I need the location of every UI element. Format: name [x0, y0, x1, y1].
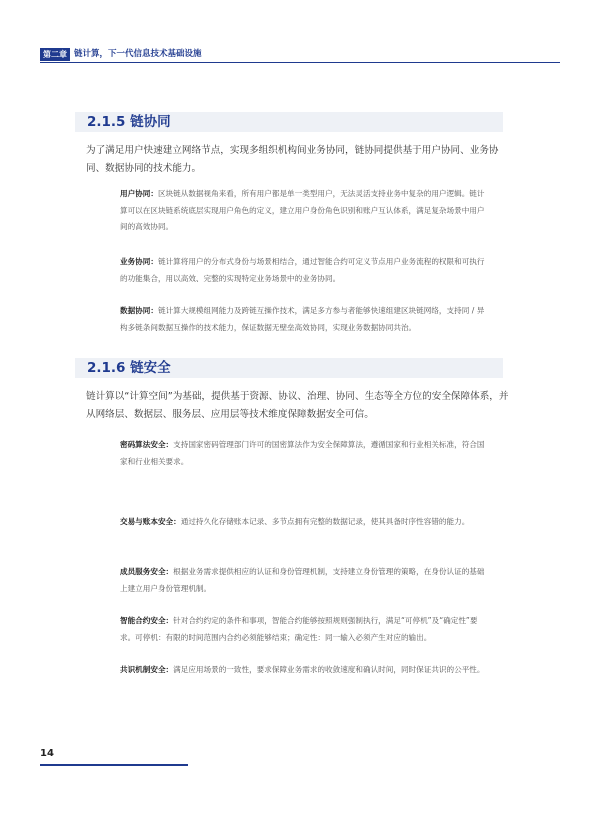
item-term: 业务协同：: [120, 257, 158, 266]
list-item: [120, 254, 490, 287]
item-text: 满足应用场景的一致性，要求保障业务需求的收敛速度和确认时间，同时保证共识的公平性。: [173, 665, 485, 674]
chapter-title: 链计算，下一代信息技术基础设施: [74, 49, 202, 59]
section-heading-text: 2.1.6 链安全: [87, 360, 171, 376]
list-item: [120, 437, 490, 470]
item-text: 区块链从数据视角来看，所有用户都是单一类型用户，无法灵活支持业务中复杂的用户逻辑。链计算可以在区块链系统底层实现用户角色的定义，建立用户身份角色识别和账户互认体系，满足复杂场景中用户间的高效协同。: [120, 189, 485, 231]
item-term: 密码算法安全：: [120, 440, 174, 449]
item-text: 支持国家密码管理部门许可的国密算法作为安全保障算法，遵循国家和行业相关标准，符合国家和行业相关要求。: [120, 440, 485, 466]
item-term: 共识机制安全：: [120, 665, 174, 674]
item-text: 链计算将用户的分布式身份与场景相结合，通过智能合约可定义节点用户业务流程的权限和可执行的功能集合，用以高效、完整的实现特定业务场景中的业务协同。: [120, 257, 485, 283]
list-item: [120, 662, 490, 679]
section-heading-2-1-6: [75, 358, 503, 378]
item-term: 成员服务安全：: [120, 567, 174, 576]
list-item: [120, 613, 490, 646]
section-heading-text: 2.1.5 链协同: [87, 114, 171, 130]
item-term: 用户协同：: [120, 189, 158, 198]
footer-rule: [40, 764, 188, 766]
item-term: 数据协同：: [120, 306, 158, 315]
list-item: [120, 186, 490, 236]
page-header: [40, 48, 560, 63]
item-text: 根据业务需求提供相应的认证和身份管理机制，支持建立身份管理的策略，在身份认证的基础上建立用户身份管理机制。: [120, 567, 485, 593]
section-heading-2-1-5: [75, 112, 503, 132]
chapter-tag: 第二章: [40, 48, 70, 61]
item-term: 智能合约安全：: [120, 616, 174, 625]
list-item: [120, 303, 490, 336]
section-intro: 链计算以“计算空间”为基础，提供基于资源、协议、治理、协同、生态等全方位的安全保障体系，并从网络层、数据层、服务层、应用层等技术维度保障数据安全可信。: [86, 391, 509, 420]
list-item: [120, 514, 490, 531]
section-intro: 为了满足用户快速建立网络节点，实现多组织机构间业务协同，链协同提供基于用户协同、业务协同、数据协同的技术能力。: [86, 145, 499, 174]
item-text: 针对合约约定的条件和事项，智能合约能够按照规则强制执行，满足“可停机”及“确定性”要求。可停机：有限的时间范围内合约必须能够结束；确定性：同一输入必须产生对应的输出。: [120, 616, 478, 642]
item-text: 链计算大规模组网能力及跨链互操作技术，满足多方参与者能够快速组建区块链网络，支持同 / 异构多链条间数据互操作的技术能力，保证数据无壁垒高效协同，实现业务数据协同共治。: [120, 306, 485, 332]
item-term: 交易与账本安全：: [120, 517, 181, 526]
item-text: 通过持久化存储账本记录、多节点拥有完整的数据记录，使其具备时序性容错的能力。: [180, 517, 470, 526]
page-number: 14: [40, 748, 54, 759]
list-item: [120, 564, 490, 597]
